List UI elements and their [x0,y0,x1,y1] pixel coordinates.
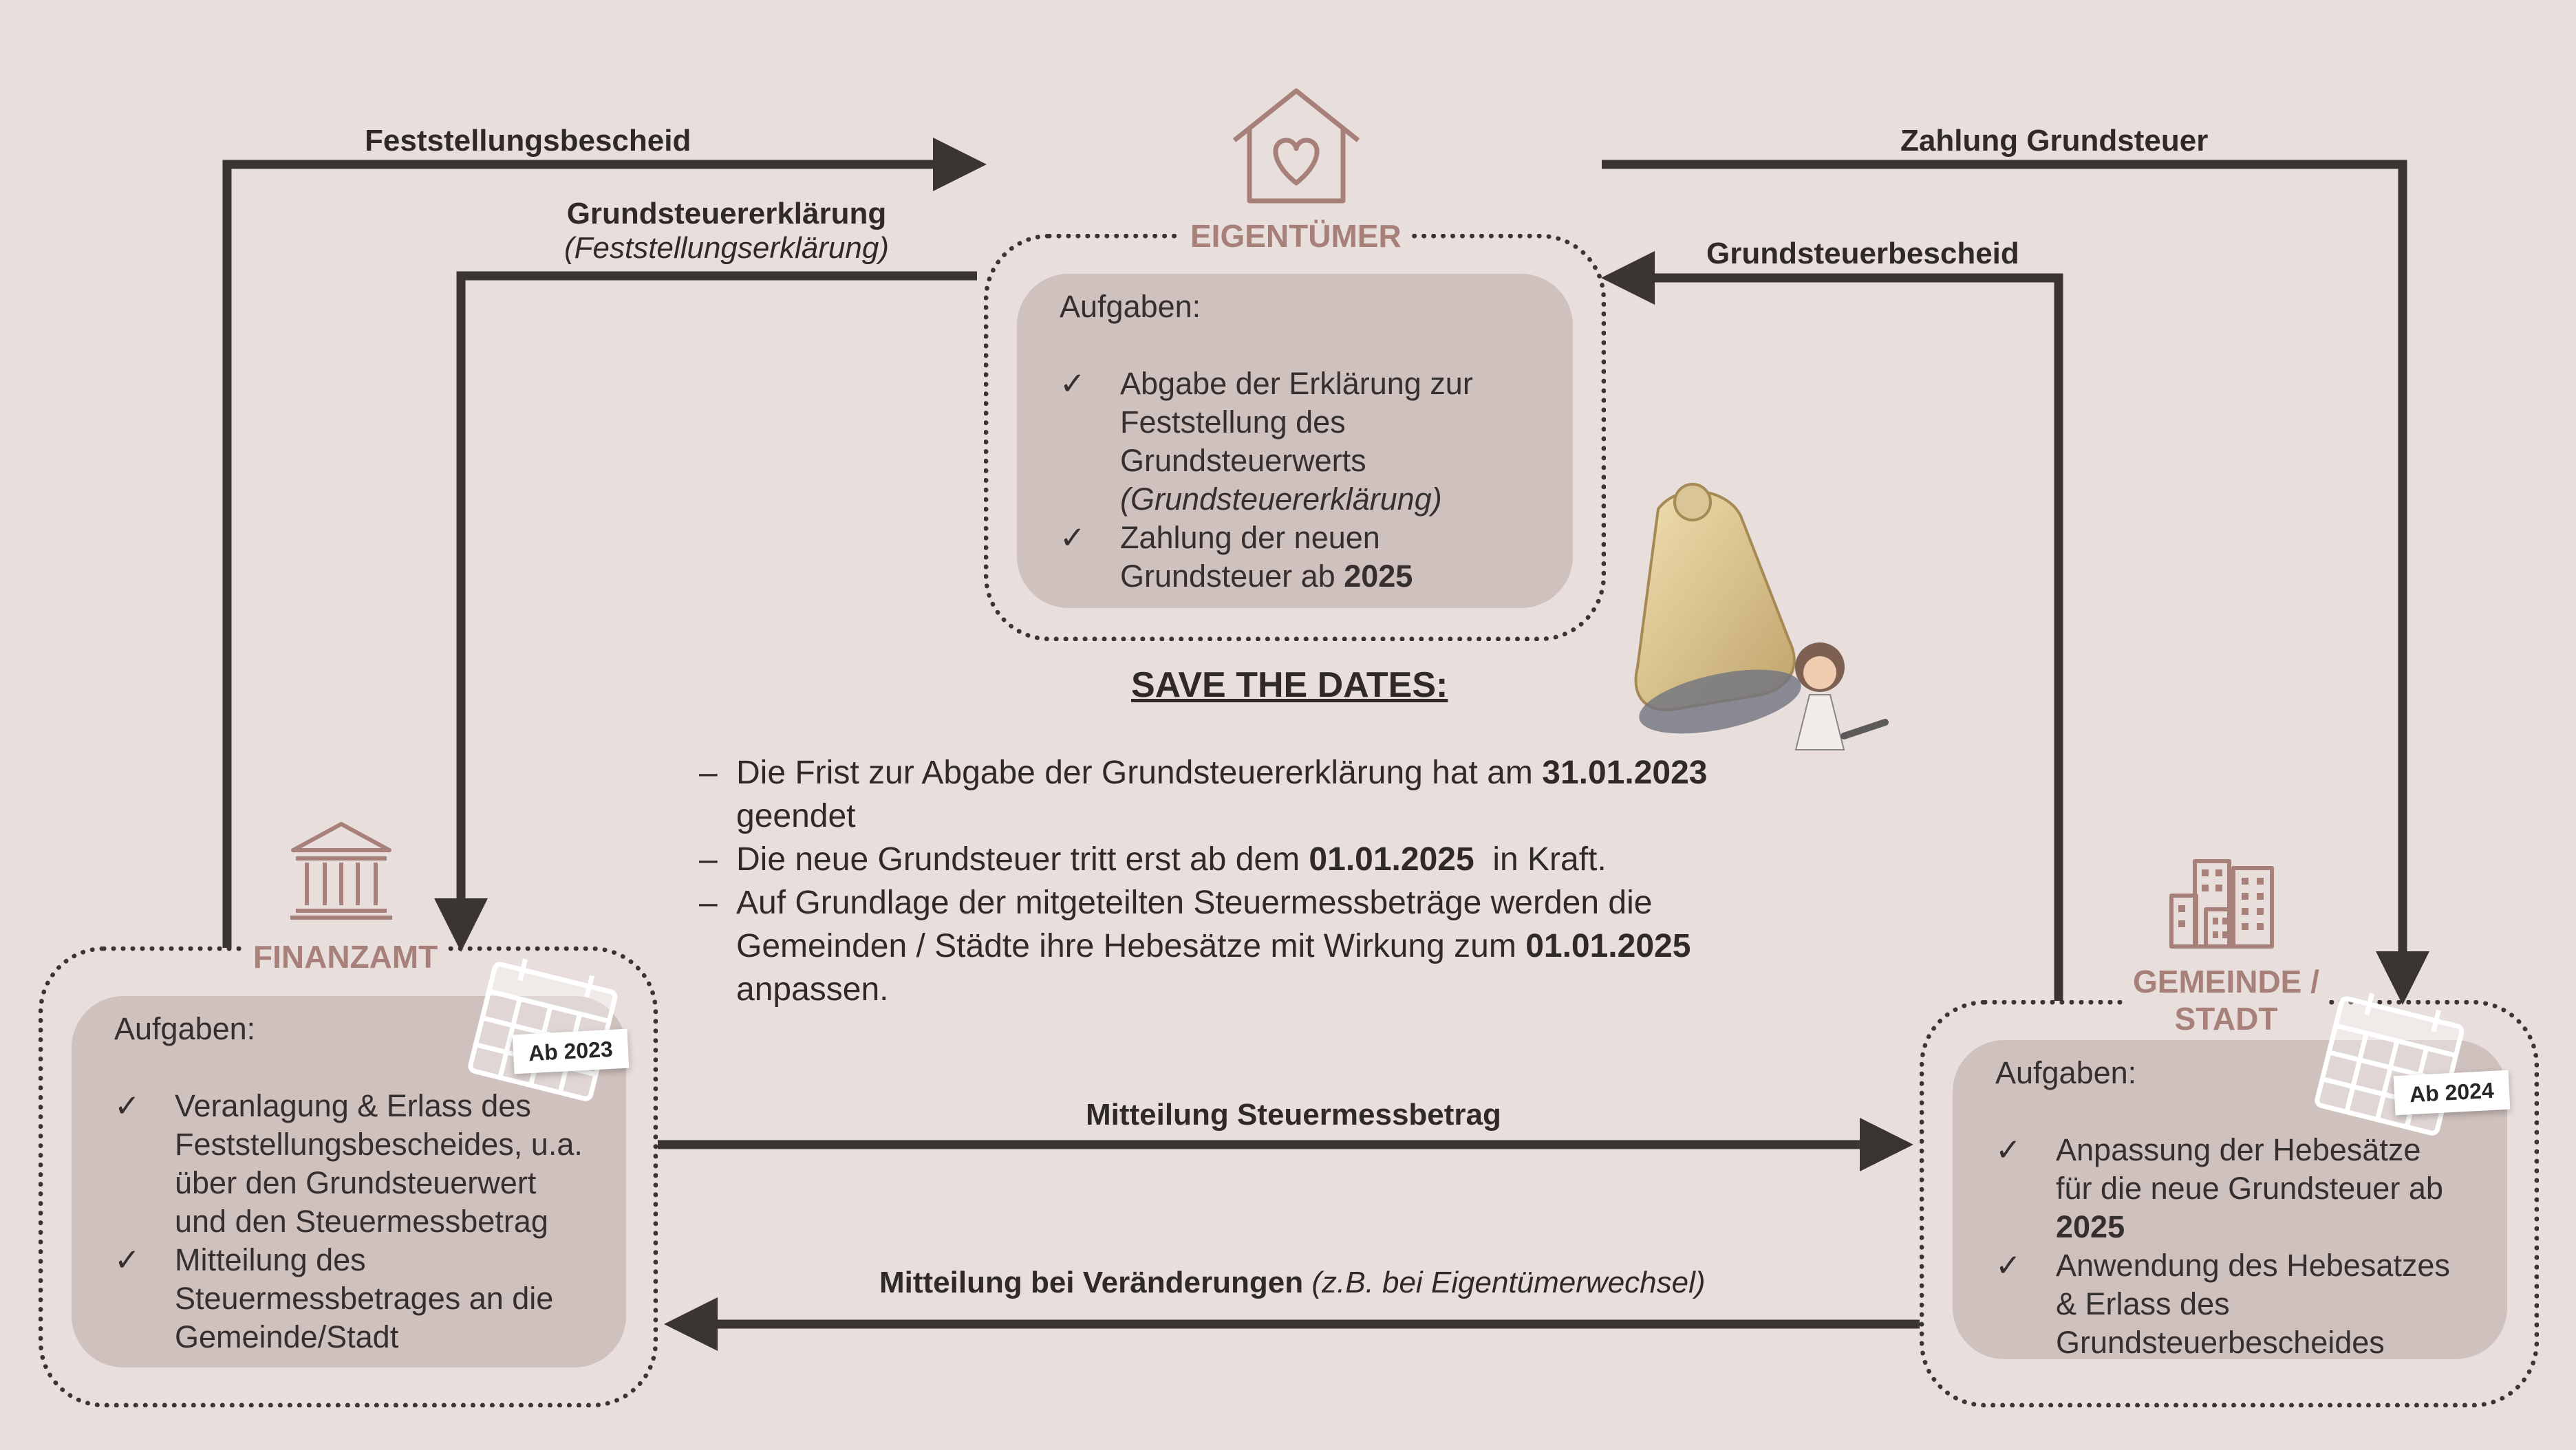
calendar-icon [2312,984,2470,1142]
label-erklaerung-title: Grundsteuererklärung [566,197,887,230]
label-grundsteuerbescheid: Grundsteuerbescheid [1706,237,2019,270]
city-buildings-icon [2167,854,2277,951]
gemeinde-badge: Ab 2024 [2394,1070,2510,1116]
label-aenderung-main: Mitteilung bei Veränderungen [879,1266,1304,1299]
eigentuemer-title: EIGENTÜMER [1181,217,1411,255]
label-aenderung-sub: (z.B. bei Eigentümerwechsel) [1311,1266,1706,1299]
finanzamt-task-1: ✓ Veranlagung & Erlass des Feststellungsbescheides, u.a. über den Grundsteuerwert und den Steuermessbetrag [114,1088,583,1239]
label-feststellungsbescheid: Feststellungsbescheid [365,124,691,158]
bank-building-icon [286,820,396,923]
eigentuemer-tasks [1017,274,1573,608]
finanzamt-task-2: ✓ Mitteilung des Steuermessbetrages an die Gemeinde/Stadt [114,1242,554,1354]
eigentuemer-tasks-head: Aufgaben: [1060,289,1201,324]
label-erklaerung-sub: (Feststellungserklärung) [564,231,889,265]
label-mitteilung-veraenderungen [879,1266,1706,1300]
eigentuemer-task-2: ✓ Zahlung der neuen Grundsteuer ab 2025 [1060,520,1413,594]
date-item-1: – Die Frist zur Abgabe der Grundsteuererklärung hat am 31.01.2023 geendet [699,755,1708,834]
gemeinde-title-line-2: STADT [2174,1001,2278,1037]
checkmark-icon: ✓ [114,1088,140,1123]
gemeinde-title [2123,963,2329,1037]
gemeinde-title-line-1: GEMEINDE / [2133,964,2319,999]
save-the-dates-list [699,751,1827,1011]
gemeinde-task-2: ✓ Anwendung des Hebesatzes & Erlass des Grundsteuerbescheides [1995,1248,2450,1360]
checkmark-icon: ✓ [114,1242,140,1277]
date-item-3: – Auf Grundlage der mitgeteilten Steuermessbeträge werden die Gemeinden / Städte ihre Hebesätze mit Wirkung zum 01.01.2025 anpassen. [699,885,1691,1008]
checkmark-icon: ✓ [1060,366,1086,401]
finanzamt-title: FINANZAMT [244,938,447,975]
date-item-2: – Die neue Grundsteuer tritt erst ab dem 01.01.2025 in Kraft. [699,841,1607,878]
finanzamt-tasks-head: Aufgaben: [114,1011,256,1046]
label-mitteilung-steuermessbetrag: Mitteilung Steuermessbetrag [1086,1098,1501,1132]
eigentuemer-task-1: ✓ Abgabe der Erklärung zur Feststellung des Grundsteuerwerts (Grundsteuererklärung) [1060,366,1473,517]
calendar-icon [465,949,623,1107]
finanzamt-badge: Ab 2023 [513,1029,629,1074]
label-zahlung-grundsteuer: Zahlung Grundsteuer [1900,124,2209,158]
gemeinde-task-1: ✓ Anpassung der Hebesätze für die neue Grundsteuer ab 2025 [1995,1132,2443,1244]
gemeinde-tasks-head: Aufgaben: [1995,1055,2137,1090]
label-grundsteuererklaerung [564,197,889,266]
bell-icon [1582,461,1913,791]
house-heart-icon [1229,85,1364,206]
checkmark-icon: ✓ [1060,520,1086,555]
checkmark-icon: ✓ [1995,1248,2021,1283]
checkmark-icon: ✓ [1995,1132,2021,1167]
save-the-dates-title: SAVE THE DATES: [1131,665,1448,705]
